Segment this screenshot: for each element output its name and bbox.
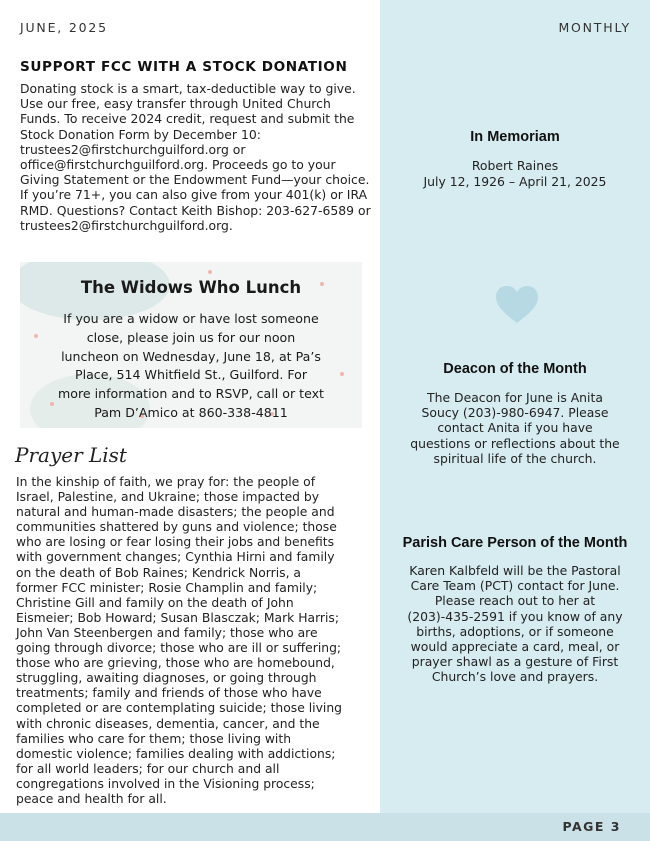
memoriam-title: In Memoriam xyxy=(470,129,560,145)
widows-lunch-card xyxy=(20,262,362,428)
page-footer xyxy=(0,813,650,841)
widows-lunch-title: The Widows Who Lunch xyxy=(80,278,302,297)
stock-donation-title: SUPPORT FCC WITH A STOCK DONATION xyxy=(20,59,348,75)
memoriam-dates: July 12, 1926 – April 21, 2025 xyxy=(423,174,607,189)
prayer-list-body: In the kinship of faith, we pray for: the people of Israel, Palestine, and Ukraine; those impacted by natural and human-made disasters; the people and communities shattered by guns and violence; those who are losing or fear losing their jobs and benefits with government changes; Cynthia Hirni and family on the death of Bob Raines; Kendrick Norris, a former FCC minister; Rosie Champlin and family; Christine Gill and family on the death of John Eismeier; Bob Howard; Susan Blasczak; Mark Harris; John Van Steenbergen and family; those who are going through divorce; those who are ill or suffering; those who are grieving, those who are homebound, struggling, awaiting diagnoses, or going through treatments; family and friends of those who have completed or are contemplating suicide; those living with chronic diseases, dementia, cancer, and the families who care for them; those living with domestic violence; families dealing with addictions; for all world leaders; for our church and all congregations involved in the Visioning process; peace and health for all. xyxy=(16,475,342,806)
deacon-body: The Deacon for June is Anita Soucy (203)-980-6947. Please contact Anita if you have questions or reflections about the spiritual life of the church. xyxy=(410,390,620,466)
page-number: PAGE 3 xyxy=(562,819,621,834)
memoriam-name: Robert Raines xyxy=(471,158,559,173)
stock-donation-body: Donating stock is a smart, tax-deductible way to give. Use our free, easy transfer through United Church Funds. To receive 2024 credit, request and submit the Stock Donation Form by December 10: trustees2@firstchurchguilford.org or office@firstchurchguilford.org. Proceeds go to your Giving Statement or the Endowment Fund—your choice. If you’re 71+, you can also give from your 401(k) or IRA RMD. Questions? Contact Keith Bishop: 203-627-6589 or trustees2@firstchurchguilford.org. xyxy=(20,81,371,233)
deacon-title: Deacon of the Month xyxy=(443,361,587,377)
card-confetti-dot xyxy=(34,334,38,338)
newsletter-section-label: MONTHLY xyxy=(558,20,631,35)
widows-lunch-body: If you are a widow or have lost someone close, please join us for our noon luncheon on Wednesday, June 18, at Pa’s Place, 514 Whitfield St., Guilford. For more information and to RSVP, call or text Pam D’Amico at 860-338-4811 xyxy=(58,311,324,420)
card-confetti-dot xyxy=(208,270,212,274)
issue-date: JUNE, 2025 xyxy=(20,20,108,35)
prayer-list-heading: Prayer List xyxy=(15,443,127,467)
parish-care-body: Karen Kalbfeld will be the Pastoral Care Team (PCT) contact for June. Please reach out to her at (203)-435-2591 if you know of any births, adoptions, or if someone would appreciate a card, meal, or prayer shawl as a gesture of First Church’s love and prayers. xyxy=(407,563,623,685)
parish-care-title: Parish Care Person of the Month xyxy=(402,535,628,551)
card-confetti-dot xyxy=(340,372,344,376)
heart-icon xyxy=(494,285,540,325)
